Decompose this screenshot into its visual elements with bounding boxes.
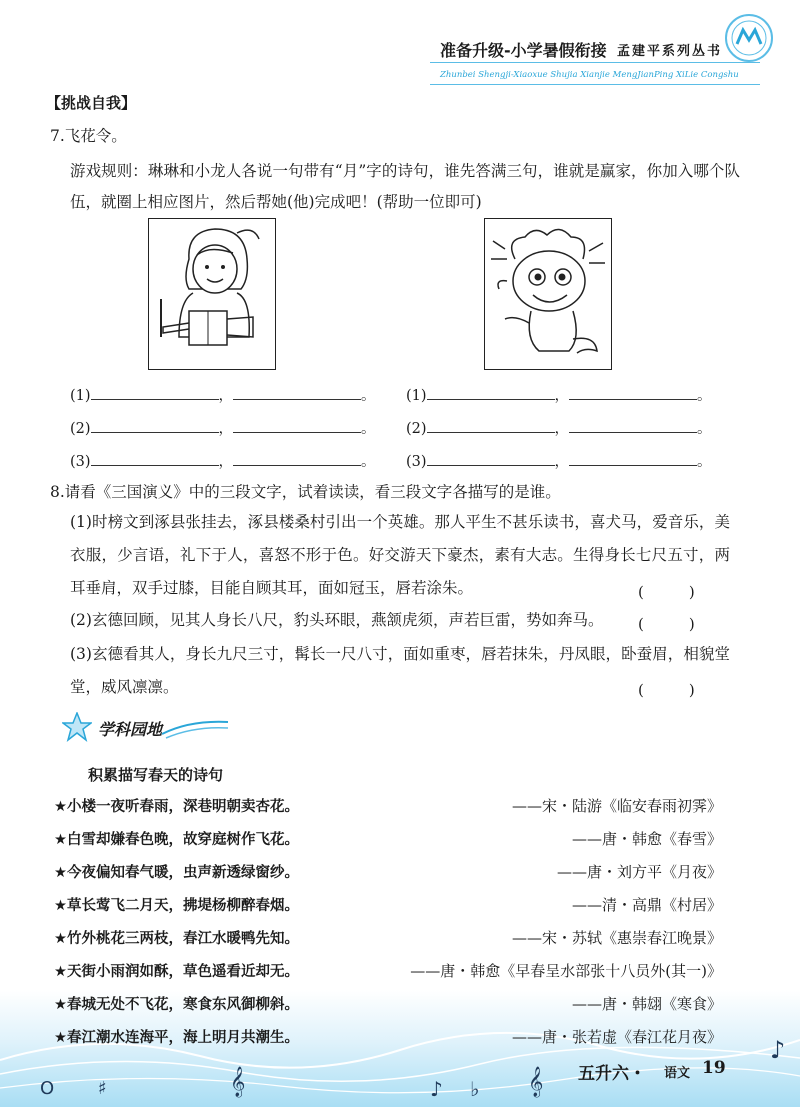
answer-paren-3[interactable]: ( ) <box>638 681 695 699</box>
header-divider-bottom <box>430 84 760 85</box>
poem-source: ——唐・韩愈《早春呈水部张十八员外(其一)》 <box>410 962 722 980</box>
series-name: 孟建平系列丛书 <box>617 44 723 59</box>
page-number: 19 <box>702 1058 726 1078</box>
svg-text:♯: ♯ <box>98 1078 107 1099</box>
svg-text:♭: ♭ <box>470 1077 480 1101</box>
question-8-title: 8.请看《三国演义》中的三段文字，试着读读，看三段文字各描写的是谁。 <box>50 483 561 501</box>
poem-section-heading: 积累描写春天的诗句 <box>88 766 224 784</box>
poem-line: ★春江潮水连海平，海上明月共潮生。 <box>54 1030 299 1046</box>
poem-line: ★春城无处不飞花，寒食东风御柳斜。 <box>54 997 299 1013</box>
poem-source: ——宋・苏轼《惠崇春江晚景》 <box>511 929 722 947</box>
right-answer-row[interactable] <box>406 417 712 438</box>
poem-line: ★天街小雨润如酥，草色遥看近却无。 <box>54 964 299 980</box>
subject-label: 语文 <box>664 1066 691 1081</box>
svg-text:O: O <box>40 1078 55 1099</box>
passage-1 <box>70 506 730 605</box>
poem-source: ——唐・张若虚《春江花月夜》 <box>511 1028 722 1046</box>
girl-picture[interactable] <box>148 218 276 370</box>
poem-source: ——唐・刘方平《月夜》 <box>556 863 722 881</box>
section-challenge-label: 【挑战自我】 <box>46 94 137 112</box>
answer-number: (3) <box>70 454 91 470</box>
comma: ， <box>554 454 570 470</box>
passage-2-text: (2)玄德回顾，见其人身长八尺，豹头环眼，燕颔虎须，声若巨雷，势如奔马。 <box>70 611 604 629</box>
header-pinyin: Zhunbei Shengji-Xiaoxue Shujia Xianjie MengJianPing XiLie Congshu <box>440 70 739 80</box>
passage-3 <box>70 638 730 704</box>
comma: ， <box>218 454 234 470</box>
answer-number: (2) <box>406 421 427 437</box>
period: 。 <box>361 421 376 437</box>
dragon-picture[interactable] <box>484 218 612 370</box>
period: 。 <box>361 454 376 470</box>
grade-label: 五升六・ <box>578 1064 646 1084</box>
section-garden-label: 学科园地 <box>98 720 163 739</box>
answer-number: (2) <box>70 421 91 437</box>
period: 。 <box>697 421 712 437</box>
girl-reading-icon <box>149 219 275 369</box>
poem-line: ★今夜偏知春气暖，虫声新透绿窗纱。 <box>54 865 299 881</box>
answer-number: (1) <box>406 388 427 404</box>
poem-line: ★小楼一夜听春雨，深巷明朝卖杏花。 <box>54 799 299 815</box>
swoosh-decoration-icon <box>160 716 230 740</box>
right-answer-row[interactable] <box>406 450 712 471</box>
comma: ， <box>554 421 570 437</box>
poem-source: ——唐・韩翃《寒食》 <box>571 995 722 1013</box>
svg-text:𝄞: 𝄞 <box>528 1067 544 1097</box>
passage-3-text: (3)玄德看其人，身长九尺三寸，髯长一尺八寸，面如重枣，唇若抹朱，丹凤眼，卧蚕眉，相貌堂堂，威风凛凛。 <box>70 645 730 696</box>
answer-paren-2[interactable]: ( ) <box>638 615 695 633</box>
dragon-icon <box>485 219 611 369</box>
comma: ， <box>554 388 570 404</box>
period: 。 <box>697 388 712 404</box>
passage-2 <box>70 604 730 637</box>
svg-text:♪: ♪ <box>430 1077 443 1101</box>
poem-line: ★草长莺飞二月天，拂堤杨柳醉春烟。 <box>54 898 299 914</box>
poem-source: ——宋・陆游《临安春雨初霁》 <box>511 797 722 815</box>
svg-text:♪: ♪ <box>770 1036 786 1064</box>
comma: ， <box>218 421 234 437</box>
publisher-logo-icon <box>723 12 775 64</box>
poem-source: ——唐・韩愈《春雪》 <box>571 830 722 848</box>
passage-1-text: (1)时榜文到涿县张挂去，涿县楼桑村引出一个英雄。那人平生不甚乐读书，喜犬马，爱音乐，美衣服，少言语，礼下于人，喜怒不形于色。好交游天下豪杰，素有大志。生得身长七尺五寸，两耳垂肩，双手过膝，目能自顾其耳，面如冠玉，唇若涂朱。 <box>70 513 730 597</box>
comma: ， <box>218 388 234 404</box>
period: 。 <box>361 388 376 404</box>
poem-source: ——清・高鼎《村居》 <box>571 896 722 914</box>
answer-number: (1) <box>70 388 91 404</box>
game-rules: 游戏规则：琳琳和小龙人各说一句带有“月”字的诗句，谁先答满三句，谁就是赢家，你加入哪个队伍，就圈上相应图片，然后帮她(他)完成吧！(帮助一位即可) <box>70 162 740 211</box>
left-answer-row[interactable] <box>70 450 376 471</box>
left-answer-row[interactable] <box>70 417 376 438</box>
period: 。 <box>697 454 712 470</box>
left-answer-row[interactable] <box>70 384 376 405</box>
question-7-title: 7.飞花令。 <box>50 127 127 145</box>
book-title: 准备升级-小学暑假衔接 <box>440 41 607 60</box>
star-banner-icon <box>62 712 92 742</box>
poem-line: ★竹外桃花三两枝，春江水暖鸭先知。 <box>54 931 299 947</box>
answer-paren-1[interactable]: ( ) <box>638 583 695 601</box>
header-divider <box>430 62 760 63</box>
right-answer-row[interactable] <box>406 384 712 405</box>
svg-text:𝄞: 𝄞 <box>230 1067 246 1097</box>
poem-line: ★白雪却嫌春色晚，故穿庭树作飞花。 <box>54 832 299 848</box>
answer-number: (3) <box>406 454 427 470</box>
